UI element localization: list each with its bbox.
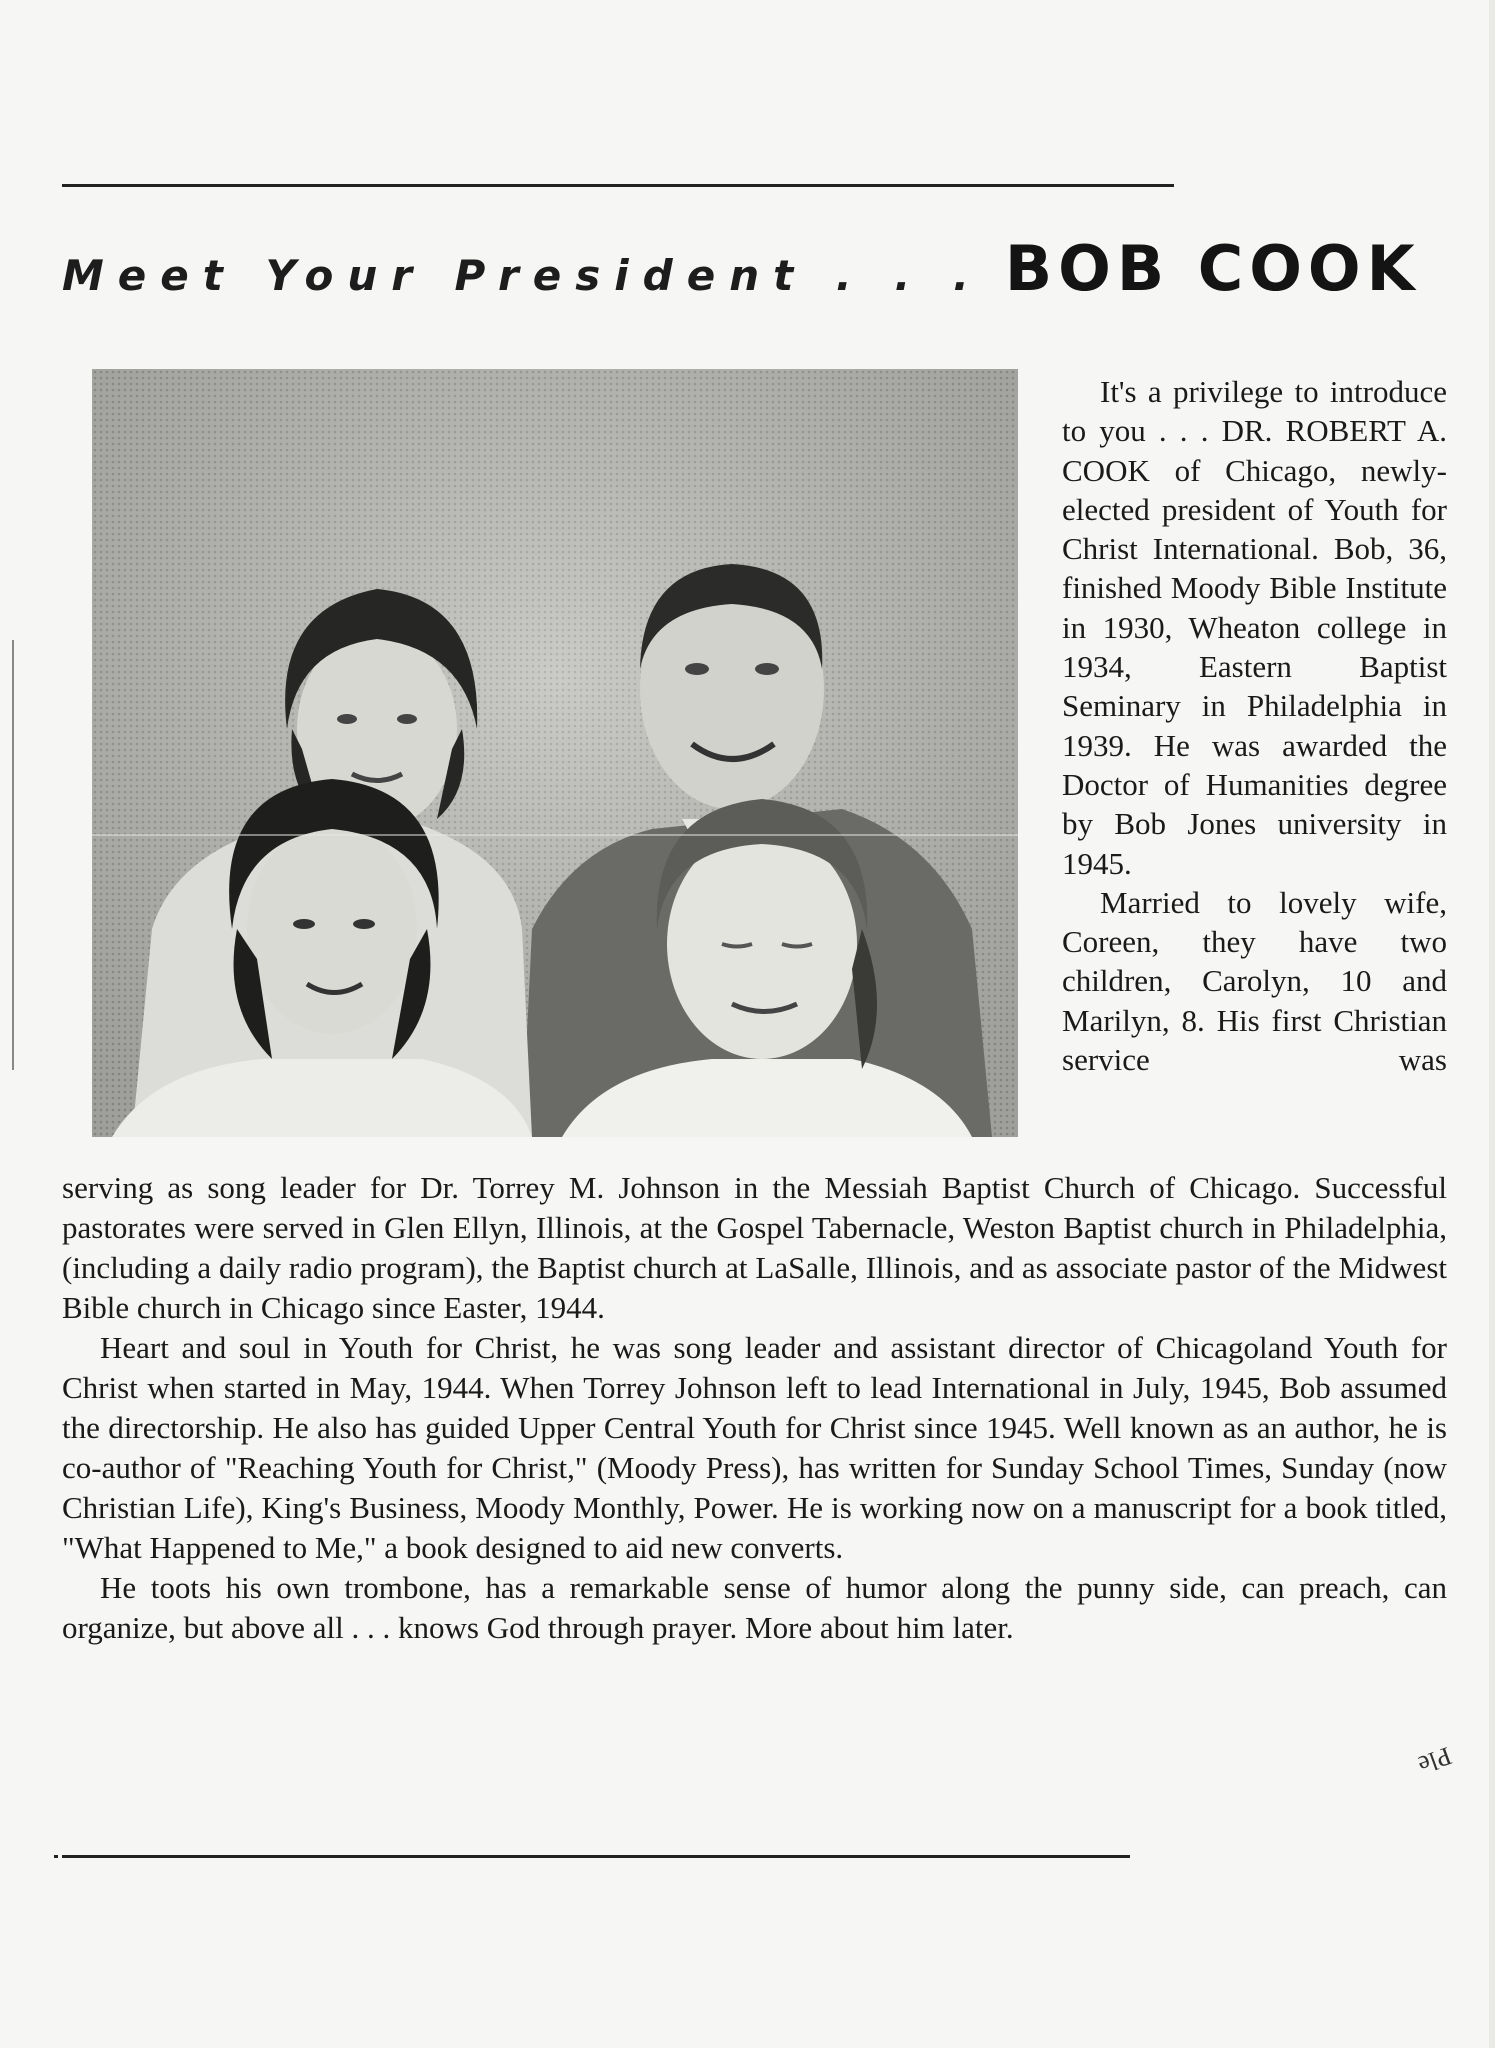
page-edge-shadow: [1489, 0, 1495, 2048]
article-body: [62, 1168, 1447, 1648]
article-paragraph: It's a privilege to introduce to you . . . DR. ROBERT A. COOK of Chicago, newly-elected president of Youth for Christ International. Bob, 36, finished Moody Bible Institute in 1930, Wheaton college in 1934, Eastern Baptist Seminary in Philadelphia in 1939. He was awarded the Doctor of Humanities degree by Bob Jones university in 1945.: [1062, 374, 1447, 881]
headline-name: BOB COOK: [1004, 232, 1421, 305]
headline: [62, 232, 1452, 305]
article-paragraph: serving as song leader for Dr. Torrey M. Johnson in the Messiah Baptist Church of Chicago. Successful pastorates were served in Glen Ellyn, Illinois, at the Gospel Tabernacle, Weston Baptist church in Philadelphia, (including a daily radio program), the Baptist church at LaSalle, Illinois, and as associate pastor of the Midwest Bible church in Chicago since Easter, 1944.: [62, 1170, 1447, 1325]
family-photo: [92, 369, 1018, 1137]
article-column: [1062, 372, 1447, 1079]
bottom-rule: [62, 1855, 1130, 1858]
article-paragraph: He toots his own trombone, has a remarkable sense of humor along the punny side, can preach, can organize, but above all . . . knows God through prayer. More about him later.: [62, 1570, 1447, 1645]
margin-scrap-text: Ple: [1414, 1741, 1456, 1780]
article-paragraph: Married to lovely wife, Coreen, they have two children, Carolyn, 10 and Marilyn, 8. His first Christian service was: [1062, 884, 1447, 1078]
headline-lead: Meet Your President . . .: [62, 251, 983, 300]
article-paragraph: Heart and soul in Youth for Christ, he was song leader and assistant director of Chicagoland Youth for Christ when started in May, 1944. When Torrey Johnson left to lead International in July, 1945, Bob assumed the directorship. He also has guided Upper Central Youth for Christ since 1945. Well known as an author, he is co-author of "Reaching Youth for Christ," (Moody Press), has written for Sunday School Times, Sunday (now Christian Life), King's Business, Moody Monthly, Power. He is working now on a manuscript for a book titled, "What Happened to Me," a book designed to aid new converts.: [62, 1330, 1447, 1565]
top-rule: [62, 184, 1174, 187]
page-edge-mark: [12, 640, 14, 1070]
family-photo-icon: [92, 369, 1018, 1137]
